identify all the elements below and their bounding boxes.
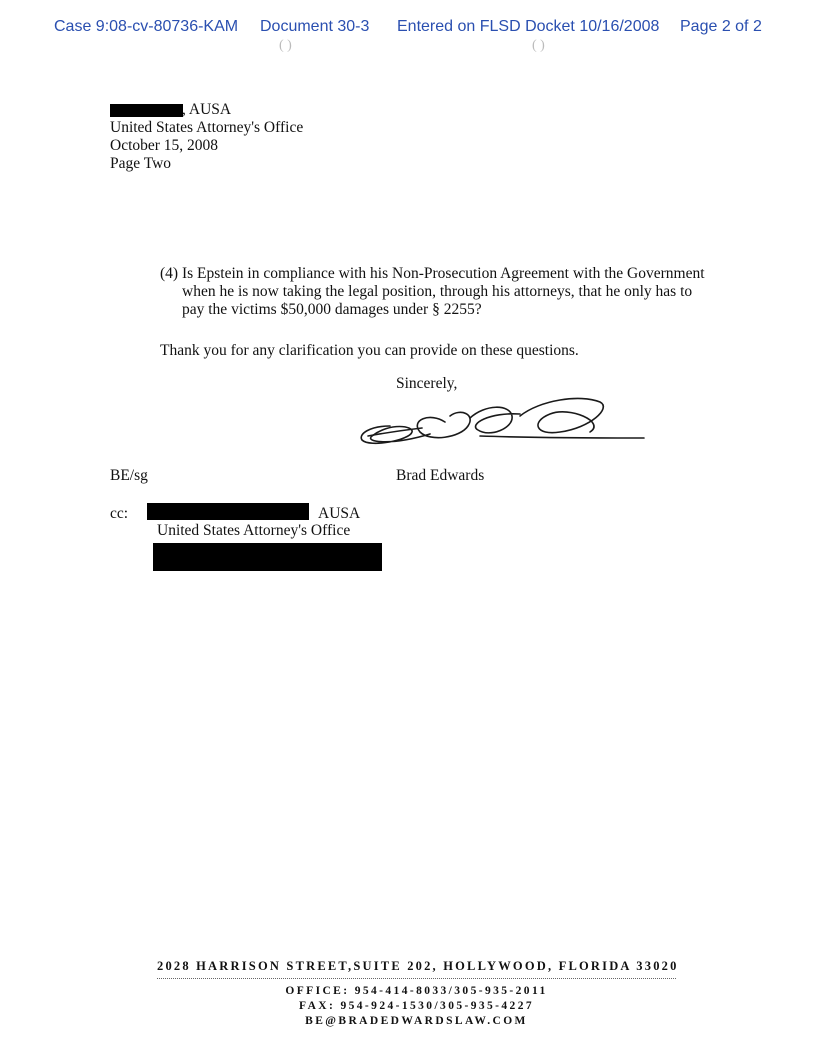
redaction-block xyxy=(153,543,382,571)
case-number: Case 9:08-cv-80736-KAM xyxy=(54,18,239,35)
item-4-line-2: when he is now taking the legal position, through his attorneys, that he only has to xyxy=(182,283,693,300)
redaction-block xyxy=(147,503,309,520)
signer-name: Brad Edwards xyxy=(396,467,485,484)
scan-mark: ( ) xyxy=(532,38,545,53)
thank-you-paragraph: Thank you for any clarification you can provide on these questions. xyxy=(160,342,579,359)
cc-office: United States Attorney's Office xyxy=(157,522,351,539)
scan-mark: ( ) xyxy=(279,38,292,53)
cc-title: AUSA xyxy=(318,505,361,522)
item-4-line-3: pay the victims $50,000 damages under § 2255? xyxy=(182,301,482,318)
addressee-title: , AUSA xyxy=(182,101,232,118)
page-label: Page Two xyxy=(110,155,172,172)
cc-label: cc: xyxy=(110,505,129,522)
footer-fax: FAX: 954-924-1530/305-935-4227 xyxy=(299,1000,534,1012)
footer-divider xyxy=(157,978,676,979)
footer-office-phone: OFFICE: 954-414-8033/305-935-2011 xyxy=(285,985,548,997)
page-number: Page 2 of 2 xyxy=(680,18,762,35)
signature xyxy=(350,392,650,454)
letter-date: October 15, 2008 xyxy=(110,137,219,154)
item-4-line-1: (4) Is Epstein in compliance with his Non-Prosecution Agreement with the Government xyxy=(160,265,705,282)
docket-header xyxy=(0,18,816,40)
typist-initials: BE/sg xyxy=(110,467,148,484)
salutation: Sincerely, xyxy=(396,375,458,392)
addressee-office: United States Attorney's Office xyxy=(110,119,304,136)
footer-address: 2028 HARRISON STREET,SUITE 202, HOLLYWOOD, FLORIDA 33020 xyxy=(157,959,679,973)
footer-email: BE@BRADEDWARDSLAW.COM xyxy=(305,1015,528,1027)
docket-entry: Entered on FLSD Docket 10/16/2008 xyxy=(397,18,660,35)
document-number: Document 30-3 xyxy=(260,18,370,35)
redaction-block xyxy=(110,104,183,117)
footer-contact xyxy=(157,984,676,1029)
